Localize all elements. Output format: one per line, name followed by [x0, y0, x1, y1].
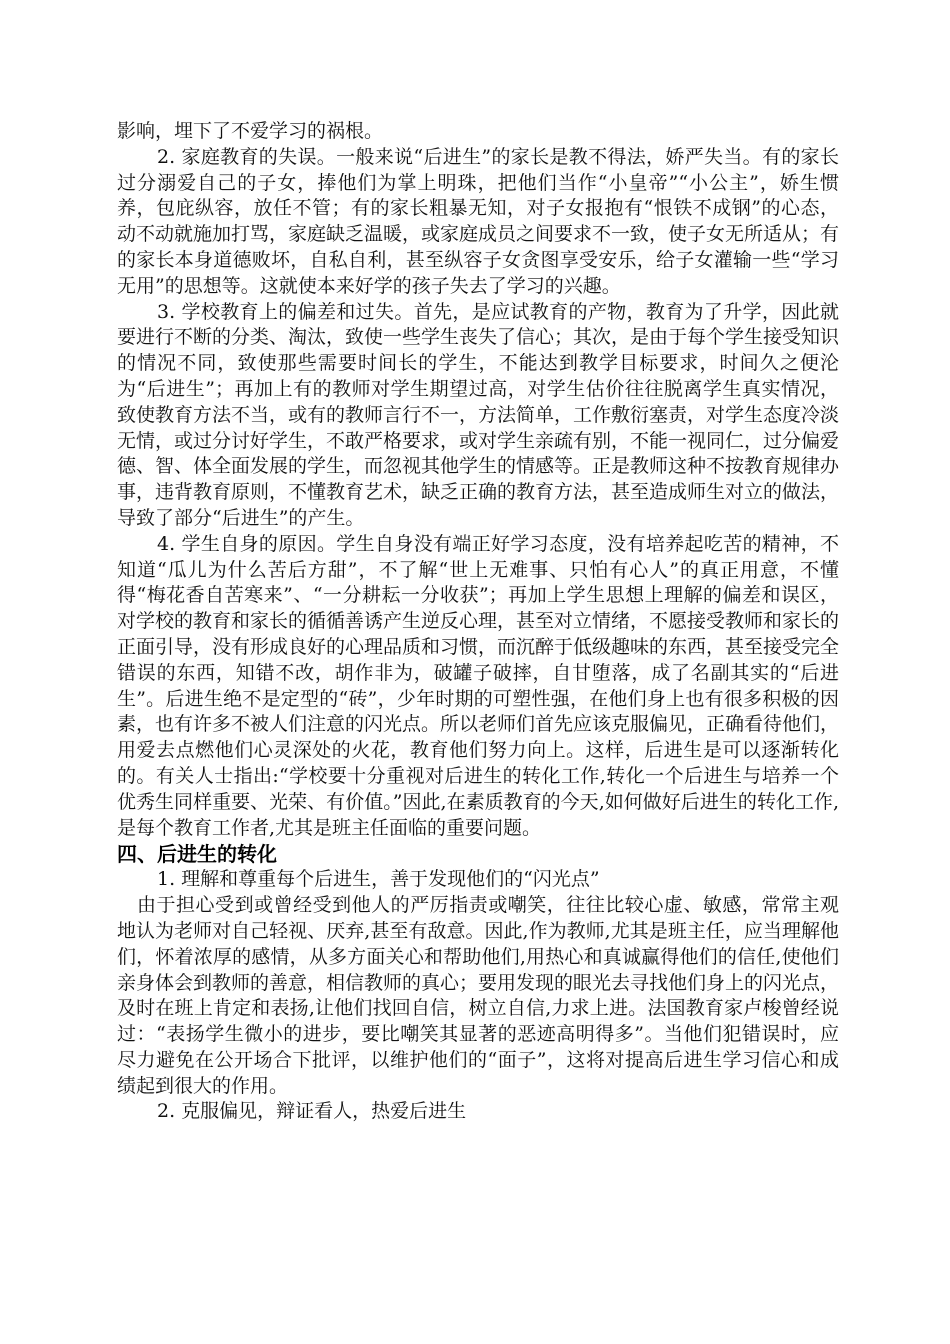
paragraph-continuation: 影响，埋下了不爱学习的祸根。 [117, 120, 384, 142]
paragraph-student-causes: 4. 学生自身的原因。学生自身没有端正好学习态度，没有培养起吃苦的精神，不知道“瓜儿为什么苦后方甜”，不了解“世上无难事、只怕有心人”的真正用意，不懂得“梅花香自苦寒来”、“一分耕耘一分收获”；再加上学生思想上理解的偏差和误区，对学校的教育和家长的循循善诱产生逆反心理，甚至对立情绪，不愿接受教师和家长的正面引导，没有形成良好的心理品质和习惯，而沉醉于低级趣味的东西，甚至接受完全错误的东西，知错不改，胡作非为，破罐子破摔，自甘堕落，成了名副其实的“后进生”。后进生绝不是定型的“砖”，少年时期的可塑性强，在他们身上也有很多积极的因素，也有许多不被人们注意的闪光点。所以老师们首先应该克服偏见，正确看待他们，用爱去点燃他们心灵深处的火花，教育他们努力向上。这样，后进生是可以逐渐转化的。有关人士指出:“学校要十分重视对后进生的转化工作,转化一个后进生与培养一个优秀生同样重要、光荣、有价值。”因此,在素质教育的今天,如何做好后进生的转化工作,是每个教育工作者,尤其是班主任面临的重要问题。 [117, 532, 840, 839]
paragraph-school-education: 3. 学校教育上的偏差和过失。首先，是应试教育的产物，教育为了升学，因此就要进行不断的分类、淘汰，致使一些学生丧失了信心；其次，是由于每个学生接受知识的情况不同，致使那些需要时间长的学生，不能达到教学目标要求，时间久之便沦为“后进生”；再加上有的教师对学生期望过高，对学生估价往往脱离学生真实情况，致使教育方法不当，或有的教师言行不一，方法简单，工作敷衍塞责，对学生态度冷淡无情，或过分讨好学生，不敢严格要求，或对学生亲疏有别，不能一视同仁，过分偏爱德、智、体全面发展的学生，而忽视其他学生的情感等。正是教师这种不按教育规律办事，违背教育原则，不懂教育艺术，缺乏正确的教育方法，甚至造成师生对立的做法，导致了部分“后进生”的产生。 [117, 300, 840, 529]
item2-title: 2. 克服偏见，辩证看人，热爱后进生 [157, 1100, 467, 1123]
paragraph-family-education: 2. 家庭教育的失误。一般来说“后进生”的家长是教不得法，娇严失当。有的家长过分溺爱自己的子女，捧他们为掌上明珠，把他们当作“小皇帝”“小公主”，娇生惯养，包庇纵容，放任不管；有的家长粗暴无知，对子女报抱有“恨铁不成钢”的心态，动不动就施加打骂，家庭缺乏温暖，或家庭成员之间要求不一致，使子女无所适从；有的家长本身道德败坏，自私自利，甚至纵容子女贪图享受安乐，给子女灌输一些“学习无用”的思想等。这就使本来好学的孩子失去了学习的兴趣。 [117, 145, 840, 297]
document-body [117, 119, 839, 1125]
section-heading: 四、后进生的转化 [117, 842, 277, 867]
item1-body: 由于担心受到或曾经受到他人的严厉指责或嘲笑，往往比较心虚、敏感，常常主观地认为老师对自己轻视、厌弃,甚至有敌意。因此,作为教师,尤其是班主任，应当理解他们，怀着浓厚的感情，从多方面关心和帮助他们,用热心和真诚赢得他们的信任,使他们亲身体会到教师的善意，相信教师的真心；要用发现的眼光去寻找他们身上的闪光点，及时在班上肯定和表扬,让他们找回自信，树立自信,力求上进。法国教育家卢梭曾经说过：“表扬学生微小的进步，要比嘲笑其显著的恶迹高明得多”。当他们犯错误时，应尽力避免在公开场合下批评，以维护他们的“面子”，这将对提高后进生学习信心和成绩起到很大的作用。 [117, 894, 840, 1097]
item1-title: 1. 理解和尊重每个后进生，善于发现他们的“闪光点” [157, 868, 600, 891]
